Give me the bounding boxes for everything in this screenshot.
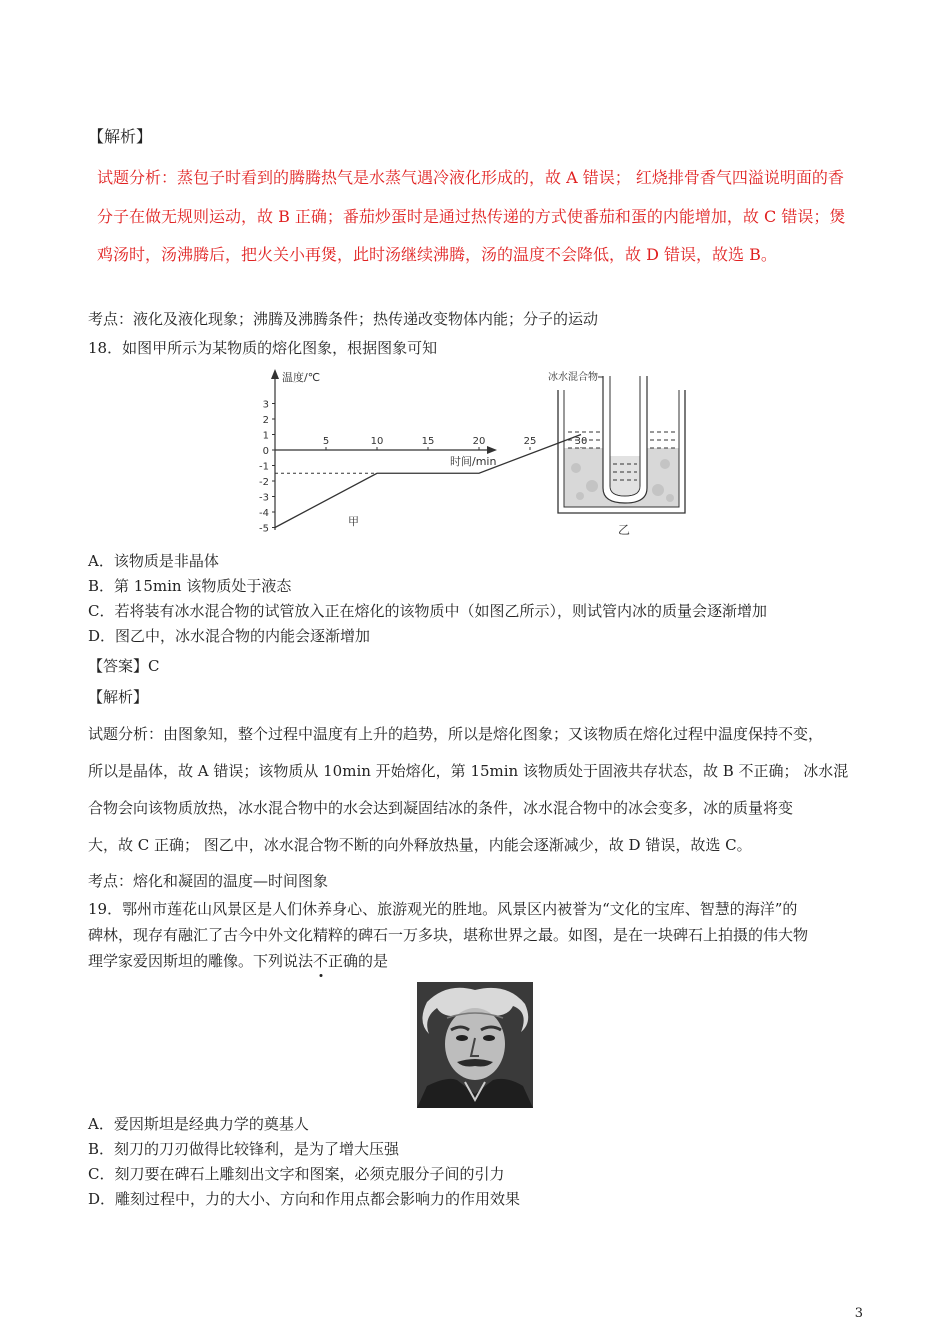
x-tick-label: 15 xyxy=(421,436,435,447)
x-tick-label: 25 xyxy=(523,436,537,447)
q18-answer: 【答案】C xyxy=(88,657,160,675)
x-axis-arrow xyxy=(487,446,497,454)
y-tick-label: -3 xyxy=(259,492,269,504)
q18-option-a: A．该物质是非晶体 xyxy=(88,552,219,570)
x-tick-label: 10 xyxy=(370,436,384,447)
y-tick-label: -1 xyxy=(259,461,269,473)
y-axis-arrow xyxy=(271,369,279,379)
y-axis-label: 温度/℃ xyxy=(282,371,321,384)
analysis-line-3: 鸡汤时，汤沸腾后，把火关小再煲，此时汤继续沸腾，汤的温度不会降低，故 D 错误，故选 B。 xyxy=(97,245,777,264)
ice-water-mixture xyxy=(611,456,640,496)
y-tick-label: 1 xyxy=(262,430,269,442)
ice-water-label: 冰水混合物 xyxy=(548,372,598,383)
y-tick-label: -2 xyxy=(259,477,269,488)
analysis-line-1: 试题分析：蒸包子时看到的腾腾热气是水蒸气遇冷液化形成的，故 A 错误； 红烧排骨香气四溢说明面的香 xyxy=(97,168,844,187)
einstein-carving-image xyxy=(417,982,533,1108)
y-tick-label: -5 xyxy=(259,523,269,535)
y-tick-label: -4 xyxy=(259,508,269,519)
q18-analysis-line-1: 试题分析：由图象知，整个过程中温度有上升的趋势，所以是熔化图象；又该物质在熔化过程中温度保持不变， xyxy=(88,725,824,743)
q18-option-b: B．第 15min 该物质处于液态 xyxy=(88,577,292,595)
figure-yi-beaker xyxy=(540,368,700,543)
q18-analysis-tag: 【解析】 xyxy=(88,688,149,706)
y-tick-label: 0 xyxy=(262,446,269,457)
x-tick-label: 5 xyxy=(322,436,330,447)
analysis-line-2: 分子在做无规则运动，故 B 正确；番茄炒蛋时是通过热传递的方式使番茄和蛋的内能增加，故 C 错误；煲 xyxy=(97,207,846,226)
page-number: 3 xyxy=(854,1306,863,1321)
q19-option-b: B．刻刀的刀刃做得比较锋利，是为了增大压强 xyxy=(88,1140,400,1158)
q18-analysis-line-2: 所以是晶体，故 A 错误；该物质从 10min 开始熔化，第 15min 该物质处于固液共存状态，故 B 不正确； 冰水混 xyxy=(88,762,849,780)
q18-option-c: C．若将装有冰水混合物的试管放入正在熔化的该物质中（如图乙所示），则试管内冰的质量会逐渐增加 xyxy=(88,602,767,620)
x-tick-label: 20 xyxy=(472,436,486,447)
q18-option-d: D．图乙中，冰水混合物的内能会逐渐增加 xyxy=(88,627,371,645)
q19-option-a: A．爱因斯坦是经典力学的奠基人 xyxy=(88,1115,309,1133)
q18-analysis-line-4: 大，故 C 正确； 图乙中，冰水混合物不断的向外释放热量，内能会逐渐减少，故 D 错误，故选 C。 xyxy=(88,836,752,854)
x-tick-label: 30 xyxy=(574,436,588,447)
y-tick-label: 3 xyxy=(262,399,269,411)
q19-stem-line-3: 理学家爱因斯坦的雕像。下列说法不正确的是 xyxy=(88,952,389,970)
q19-stem-line-1: 19．鄂州市莲花山风景区是人们休养身心、旅游观光的胜地。风景区内被誉为“文化的宝库、智慧的海洋”的 xyxy=(88,900,798,918)
x-axis-label: 时间/min xyxy=(450,455,497,468)
analysis-tag: 【解析】 xyxy=(88,127,153,146)
q19-stem-line-2: 碑林，现存有融汇了古今中外文化精粹的碑石一万多块，堪称世界之最。如图，是在一块碑石上拍摄的伟大物 xyxy=(88,926,809,944)
y-tick-label: 2 xyxy=(262,415,269,426)
prev-kaodian: 考点：液化及液化现象；沸腾及沸腾条件；热传递改变物体内能；分子的运动 xyxy=(88,310,599,328)
q19-option-d: D．雕刻过程中，力的大小、方向和作用点都会影响力的作用效果 xyxy=(88,1190,521,1208)
figure-jia-caption: 甲 xyxy=(348,515,359,528)
q19-option-c: C．刻刀要在碑石上雕刻出文字和图案，必须克服分子间的引力 xyxy=(88,1165,505,1183)
figure-yi-caption: 乙 xyxy=(618,523,631,537)
q18-analysis-line-3: 合物会向该物质放热，冰水混合物中的水会达到凝固结冰的条件，冰水混合物中的冰会变多，冰的质量将变 xyxy=(88,799,794,817)
q18-kaodian: 考点：熔化和凝固的温度—时间图象 xyxy=(88,872,329,890)
emphasis-dot-word: 不 xyxy=(313,952,329,970)
q18-stem: 18．如图甲所示为某物质的熔化图象，根据图象可知 xyxy=(88,339,438,357)
